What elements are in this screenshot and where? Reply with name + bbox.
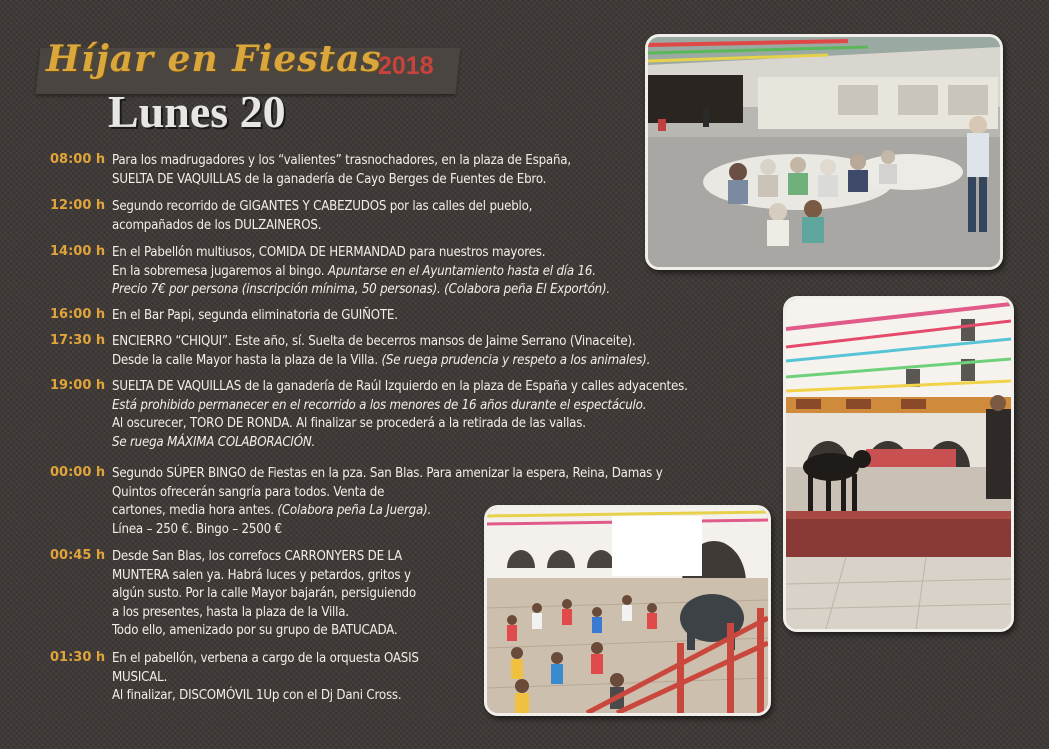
event-line	[112, 604, 416, 623]
event-line	[112, 198, 532, 217]
event-time: 19:00 h	[50, 378, 106, 393]
event-line	[112, 622, 416, 641]
event-time: 01:30 h	[50, 650, 106, 665]
dining-hall-image	[648, 37, 1000, 267]
event-line	[112, 567, 416, 586]
event-line-segment: ENCIERRO “CHIQUI”. Este año, sí. Suelta de becerros mansos de Jaime Serrano (Vinaceite).	[112, 334, 636, 349]
event-text	[112, 307, 398, 326]
event-line-segment: SUELTA DE VAQUILLAS de la ganadería de Cayo Berges de Fuentes de Ebro.	[112, 171, 547, 187]
event-line	[112, 281, 610, 300]
event-line-segment: Precio 7€ por persona (inscripción mínima, 50 personas). (Colabora peña El Exportón).	[112, 282, 610, 297]
event-text	[112, 198, 532, 235]
festival-year: 2018	[378, 52, 434, 80]
event-line	[112, 669, 419, 688]
event-line	[112, 333, 650, 352]
event-line-segment: Para los madrugadores y los “valientes” trasnochadores, en la plaza de España,	[112, 153, 571, 168]
kids-plaza-image	[487, 508, 768, 713]
event-time: 17:30 h	[50, 333, 106, 348]
event-time: 00:45 h	[50, 548, 106, 563]
event-line-segment: Segundo recorrido de GIGANTES Y CABEZUDOS por las calles del pueblo,	[112, 199, 533, 214]
event-line	[112, 171, 571, 190]
event-line-segment: Todo ello, amenizado por su grupo de BATUCADA.	[112, 623, 398, 638]
header	[38, 30, 468, 140]
event-line	[112, 650, 419, 669]
event-line-segment: Al finalizar, DISCOMÓVIL 1Up con el Dj Dani Cross.	[112, 688, 402, 703]
event-line	[112, 217, 532, 236]
event-line-segment: En el Bar Papi, segunda eliminatoria de GUIÑOTE.	[112, 308, 398, 323]
event-line-segment: a los presentes, hasta la plaza de la Villa.	[112, 604, 349, 620]
event-text	[112, 378, 688, 452]
event-line	[112, 263, 610, 282]
photo-bull-plaza	[783, 296, 1014, 632]
event-text	[112, 244, 610, 300]
event-line-segment: Apuntarse en el Ayuntamiento hasta el día 16.	[327, 263, 596, 279]
event-line-segment: Desde la calle Mayor hasta la plaza de la Villa.	[112, 352, 382, 368]
event-line	[112, 244, 610, 263]
event-time: 16:00 h	[50, 307, 106, 322]
event-line-segment: Línea – 250 €. Bingo – 2500 €	[112, 521, 282, 537]
event-line	[112, 397, 688, 416]
day-title: Lunes 20	[108, 86, 286, 137]
event-line	[112, 378, 688, 397]
event-line	[112, 548, 416, 567]
event-text	[112, 650, 419, 706]
event-line-segment: Se ruega MÁXIMA COLABORACIÓN.	[112, 434, 316, 450]
event-line-segment: MUSICAL.	[112, 669, 168, 685]
event-line-segment: Desde San Blas, los correfocs CARRONYERS DE LA	[112, 549, 403, 564]
event-line	[112, 687, 419, 706]
event-time: 14:00 h	[50, 244, 106, 259]
event-line-segment: Está prohibido permanecer en el recorrido a los menores de 16 años durante el espectáculo.	[112, 397, 647, 413]
event-line-segment: Segundo SÚPER BINGO de Fiestas en la pza. San Blas. Para amenizar la espera, Reina, Damas y	[112, 466, 663, 481]
event-line-segment: cartones, media hora antes.	[112, 503, 278, 518]
event-line-segment: Al oscurecer, TORO DE RONDA. Al finalizar se procederá a la retirada de las vallas.	[112, 416, 586, 431]
event-line	[112, 434, 688, 453]
event-line	[112, 307, 398, 326]
event-text	[112, 333, 650, 370]
event-line	[112, 585, 416, 604]
event-line-segment: En el Pabellón multiusos, COMIDA DE HERMANDAD para nuestros mayores.	[112, 245, 546, 260]
event-line-segment: En el pabellón, verbena a cargo de la orquesta OASIS	[112, 651, 419, 666]
event-line-segment: (Se ruega prudencia y respeto a los animales).	[381, 352, 651, 368]
event-line-segment: En la sobremesa jugaremos al bingo.	[112, 263, 328, 279]
photo-kids-plaza	[484, 505, 771, 716]
event-line-segment: Quintos ofrecerán sangría para todos. Venta de	[112, 484, 385, 500]
event-line-segment: SUELTA DE VAQUILLAS de la ganadería de Raúl Izquierdo en la plaza de España y calles adyacentes.	[112, 379, 688, 394]
event-line	[112, 465, 663, 484]
event-line	[112, 352, 650, 371]
event-line-segment: acompañados de los DULZAINEROS.	[112, 217, 322, 233]
event-line-segment: MUNTERA salen ya. Habrá luces y petardos, gritos y	[112, 567, 411, 583]
event-text	[112, 152, 571, 189]
event-time: 00:00 h	[50, 465, 106, 480]
festival-title: Híjar en Fiestas	[46, 38, 382, 80]
event-time: 12:00 h	[50, 198, 106, 213]
event-text	[112, 548, 416, 641]
photo-dining-hall	[645, 34, 1003, 270]
event-line	[112, 152, 571, 171]
event-line	[112, 415, 688, 434]
event-line	[112, 484, 663, 503]
bull-plaza-image	[786, 299, 1011, 629]
event-line-segment: algún susto. Por la calle Mayor bajarán, persiguiendo	[112, 586, 416, 601]
event-time: 08:00 h	[50, 152, 106, 167]
event-line-segment: (Colabora peña La Juerga).	[277, 503, 432, 518]
